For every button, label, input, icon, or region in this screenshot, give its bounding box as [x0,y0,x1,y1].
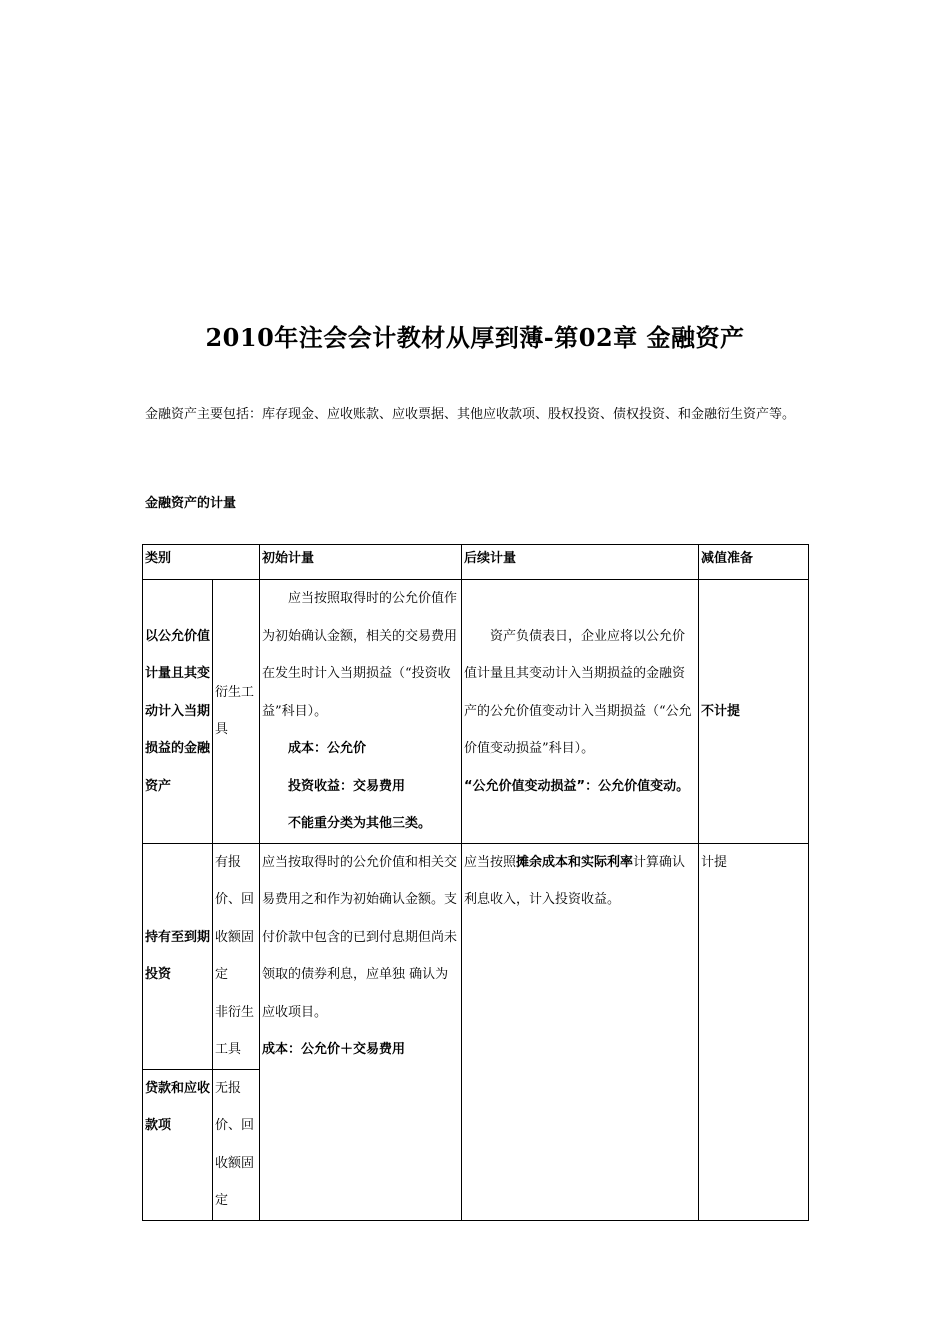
row3-sub: 无报价、回收额固定 [213,1069,260,1220]
header-category: 类别 [143,545,260,580]
row3-category: 贷款和应收款项 [143,1069,213,1220]
row1-initial-text: 应当按照取得时的公允价值作为初始确认金额，相关的交易费用在发生时计入当期损益（“投资收益”科目）。 [262,591,458,719]
row1-subsequent [462,580,699,844]
row1-initial-note: 不能重分类为其他三类。 [288,816,432,831]
row2-impairment: 计提 [699,843,809,1220]
row1-impairment: 不计提 [699,580,809,844]
section-heading: 金融资产的计量 [145,496,237,511]
header-impairment: 减值准备 [699,545,809,580]
row2-subsequent-bold: 摊余成本和实际利率 [516,854,634,870]
row1-sub: 衍生工具 [213,580,260,844]
row2-sub1: 有报价、回收额固定 [215,854,255,982]
row1-category: 以公允价值计量且其变动计入当期损益的金融资产 [143,580,213,844]
row2-subsequent [462,843,699,1220]
row2-sub2: 非衍生工具 [215,1004,255,1057]
header-initial: 初始计量 [260,545,462,580]
row2-sub [213,843,260,1069]
row1-subsequent-text: 资产负债表日，企业应将以公允价值计量且其变动计入当期损益的金融资产的公允价值变动计入当期损益（“公允价值变动损益”科目）。 [464,628,692,756]
row2-subsequent-pre: 应当按照 [464,854,517,870]
measurement-table [142,544,809,1221]
table-row [143,580,809,844]
page-title: 2010年注会会计教材从厚到薄-第02章 金融资产 [205,323,745,352]
row2-category: 持有至到期投资 [143,843,213,1069]
table-header-row [143,545,809,580]
row1-initial-income: 投资收益：交易费用 [288,778,406,794]
row2-initial-cost: 成本：公允价＋交易费用 [262,1042,406,1057]
row2-subsequent-post: 计算确认利息收入，计入投资收益。 [464,854,686,907]
row2-initial-text: 应当按取得时的公允价值和相关交易费用之和作为初始确认金额。支付价款中包含的已到付息期但尚未领取的债券利息，应单独 确认为应收项目。 [262,854,458,1020]
table-row [143,843,809,1069]
row1-initial [260,580,462,844]
header-subsequent: 后续计量 [462,545,699,580]
row1-initial-cost: 成本：公允价 [288,741,367,756]
row1-subsequent-bold: “公允价值变动损益”：公允价值变动。 [464,778,690,794]
intro-paragraph: 金融资产主要包括：库存现金、应收账款、应收票据、其他应收款项、股权投资、债权投资、和金融衍生资产等。 [145,407,796,422]
row2-initial [260,843,462,1220]
